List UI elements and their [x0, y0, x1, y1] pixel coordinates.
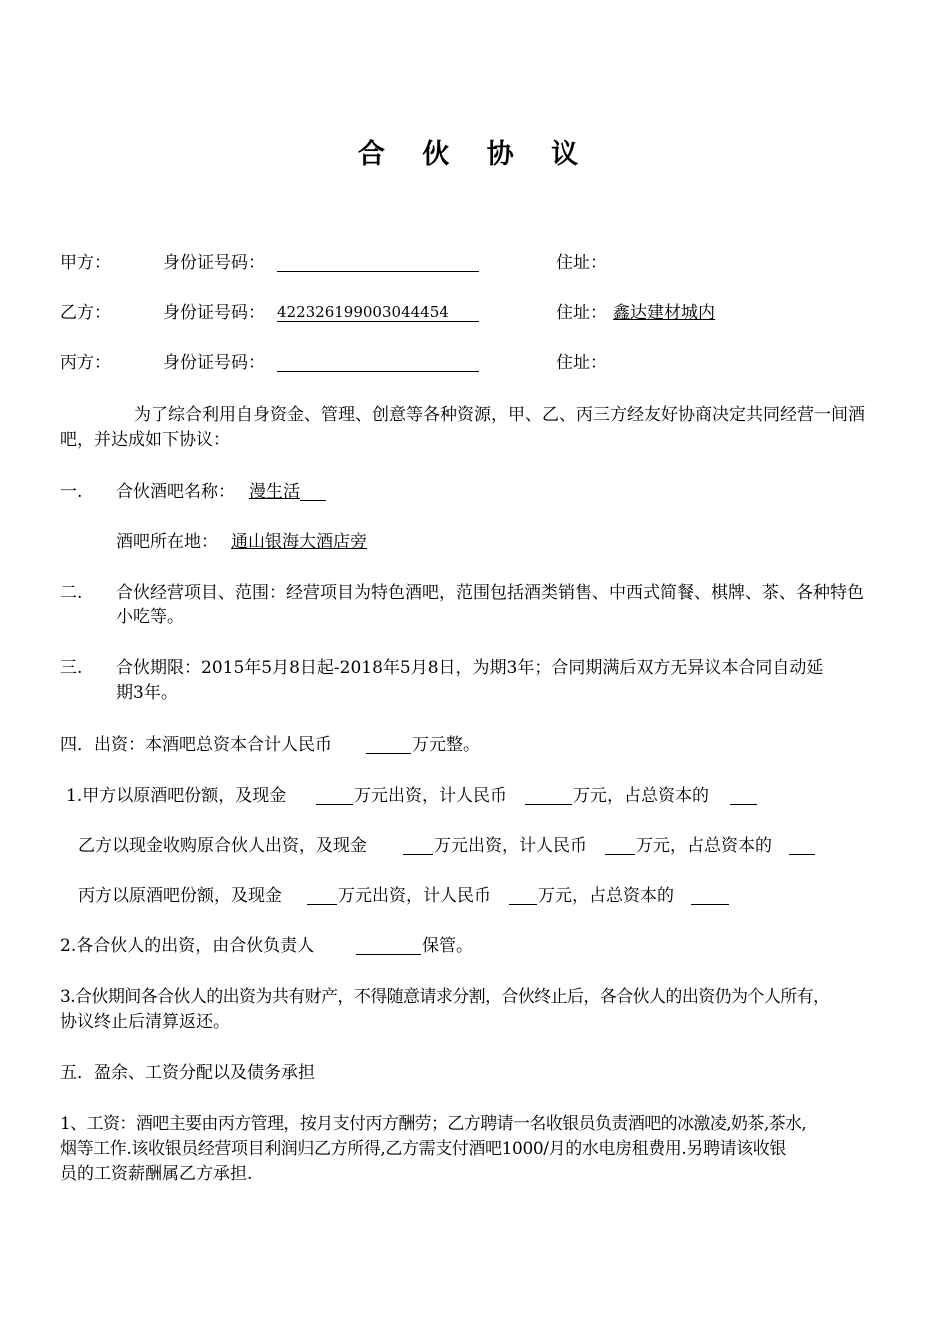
id-label: 身份证号码： — [163, 253, 265, 273]
bar-name-label: 合伙酒吧名称： — [116, 482, 235, 502]
blank-field — [509, 887, 537, 905]
blank-field — [691, 887, 729, 905]
paragraph-line: 烟等工作.该收银员经营项目利润归乙方所得,乙方需支付酒吧1000/月的水电房租费用.另聘请该收银 — [60, 1139, 787, 1159]
contribution-yi: 万元出资，计人民币 — [434, 836, 587, 856]
bar-name-value: 漫生活 — [249, 482, 300, 502]
blank-field — [366, 736, 411, 754]
item-3-line: 3.合伙期间各合伙人的出资为共有财产，不得随意请求分割，合伙终止后，各合伙人的出资仍为个人所有， — [60, 987, 830, 1007]
page-title: 合 伙 协 议 — [357, 139, 593, 170]
underline — [300, 483, 326, 501]
id-label: 身份证号码： — [163, 303, 265, 323]
item-2-tail: 保管。 — [422, 936, 473, 956]
section-number: 二. — [60, 583, 83, 603]
blank-field — [403, 837, 433, 855]
section-line: 合伙期限：2015年5月8日起-2018年5月8日，为期3年；合同期满后双方无异议本合同自动延 — [116, 658, 824, 678]
section-number: 三. — [60, 658, 83, 678]
section-heading-tail: 万元整。 — [412, 735, 480, 755]
address-label: 住址： — [556, 353, 607, 373]
contribution-bing: 万元出资，计人民币 — [338, 886, 491, 906]
bar-location-value: 通山银海大酒店旁 — [231, 532, 367, 552]
intro-line: 吧，并达成如下协议： — [60, 430, 230, 450]
contribution-jia: 万元，占总资本的 — [573, 786, 709, 806]
section-heading: 四．出资：本酒吧总资本合计人民币 — [60, 735, 332, 755]
section-line: 期3年。 — [116, 683, 178, 703]
blank-field — [307, 887, 337, 905]
section-heading: 五．盈余、工资分配以及债务承担 — [60, 1063, 315, 1083]
id-value-blank — [277, 254, 479, 272]
contribution-bing: 丙方以原酒吧份额，及现金 — [78, 886, 282, 906]
bar-location-label: 酒吧所在地： — [116, 532, 218, 552]
address-label: 住址： — [556, 303, 607, 323]
section-line: 合伙经营项目、范围：经营项目为特色酒吧，范围包括酒类销售、中西式简餐、棋牌、茶、各种特色 — [116, 583, 864, 603]
party-label: 丙方： — [60, 353, 111, 373]
contribution-bing: 万元，占总资本的 — [538, 886, 674, 906]
blank-field — [356, 937, 421, 955]
contribution-jia: 万元出资，计人民币 — [354, 786, 507, 806]
blank-field — [789, 837, 815, 855]
paragraph-line: 员的工资薪酬属乙方承担. — [60, 1164, 253, 1184]
contribution-yi: 乙方以现金收购原合伙人出资，及现金 — [78, 836, 367, 856]
item-3-line: 协议终止后清算返还。 — [60, 1012, 230, 1032]
blank-field — [730, 787, 757, 805]
address-value: 鑫达建材城内 — [613, 303, 715, 323]
section-number: 一. — [60, 482, 83, 502]
party-label: 乙方： — [60, 303, 111, 323]
party-label: 甲方： — [60, 253, 111, 273]
contribution-yi: 万元，占总资本的 — [636, 836, 772, 856]
section-line: 小吃等。 — [116, 607, 184, 627]
address-label: 住址： — [556, 253, 607, 273]
item-2: 2.各合伙人的出资，由合伙负责人 — [60, 936, 315, 956]
id-label: 身份证号码： — [163, 353, 265, 373]
contribution-jia: 1.甲方以原酒吧份额，及现金 — [66, 786, 287, 806]
blank-field — [525, 787, 572, 805]
id-value-blank — [277, 354, 479, 372]
intro-line: 为了综合利用自身资金、管理、创意等各种资源，甲、乙、丙三方经友好协商决定共同经营一间酒 — [134, 405, 865, 425]
paragraph-line: 1、工资：酒吧主要由丙方管理，按月支付丙方酬劳；乙方聘请一名收银员负责酒吧的冰激凌,奶茶,茶水, — [60, 1114, 807, 1134]
id-value: 422326199003044454 — [277, 304, 479, 322]
blank-field — [605, 837, 635, 855]
blank-field — [316, 787, 353, 805]
